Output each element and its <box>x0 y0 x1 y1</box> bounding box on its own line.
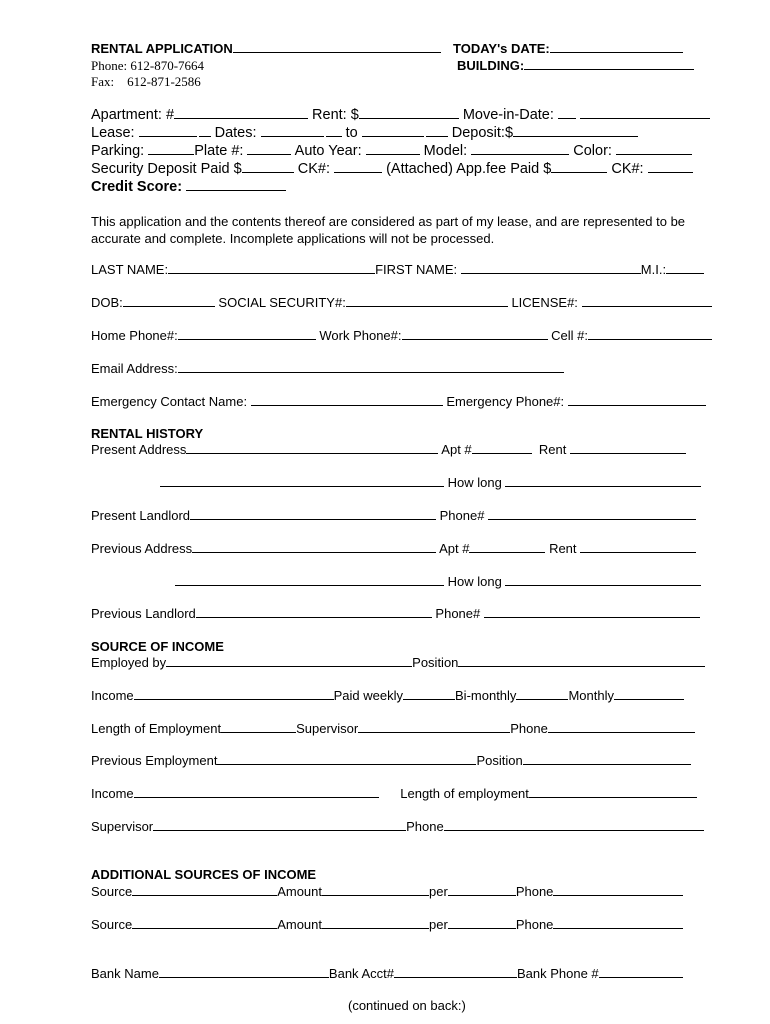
title-rule <box>233 41 441 53</box>
ck-input-1[interactable] <box>334 161 382 173</box>
previous-address-input[interactable] <box>192 541 436 553</box>
to-label: to <box>345 125 358 141</box>
amount-input-1[interactable] <box>322 884 429 896</box>
income-input-1[interactable] <box>134 688 334 700</box>
continued-footer: (continued on back:) <box>348 998 466 1013</box>
per-input-2[interactable] <box>448 917 516 929</box>
employed-by-row <box>91 655 705 670</box>
apt-input-2[interactable] <box>469 541 545 553</box>
present-address-line-2[interactable] <box>160 475 444 487</box>
amount-input-2[interactable] <box>322 917 429 929</box>
landlord-phone-input-2[interactable] <box>484 606 700 618</box>
app-fee-input[interactable] <box>551 161 607 173</box>
apt-input-1[interactable] <box>472 442 532 454</box>
emergency-name-label: Emergency Contact Name: <box>91 394 248 409</box>
landlord-phone-input-1[interactable] <box>488 508 696 520</box>
cell-label: Cell #: <box>551 328 588 343</box>
previous-landlord-row <box>91 606 700 621</box>
income-row-1 <box>91 688 684 703</box>
apt-label-2: Apt # <box>439 541 470 556</box>
position-input-1[interactable] <box>458 655 705 667</box>
income-input-2[interactable] <box>134 786 379 798</box>
last-name-label: LAST NAME: <box>91 262 169 277</box>
building-field[interactable]: BUILDING: <box>457 58 694 73</box>
apartment-label: Apartment: # <box>91 107 175 123</box>
deposit-label: Deposit:$ <box>451 125 514 141</box>
previous-employment-label: Previous Employment <box>91 753 218 768</box>
model-input[interactable] <box>471 143 569 155</box>
deposit-input[interactable] <box>513 125 638 137</box>
bank-acct-label: Bank Acct# <box>328 966 394 981</box>
previous-landlord-input[interactable] <box>196 606 432 618</box>
additional-phone-label-2: Phone <box>515 917 554 932</box>
supervisor-label-2: Supervisor <box>91 819 154 834</box>
source-label-2: Source <box>91 917 133 932</box>
form-title: RENTAL APPLICATION <box>91 41 441 56</box>
dob-row <box>91 295 712 310</box>
position-label-2: Position <box>476 753 523 768</box>
office-phone: Phone: 612-870-7664 <box>91 58 205 73</box>
todays-date-field[interactable]: TODAY's DATE: <box>453 41 683 56</box>
rental-history-heading: RENTAL HISTORY <box>91 426 204 441</box>
amount-label-2: Amount <box>277 917 323 932</box>
bank-row <box>91 966 683 981</box>
email-label: Email Address: <box>91 361 178 376</box>
bank-phone-label: Bank Phone # <box>516 966 599 981</box>
ck-label-1: CK#: <box>297 161 330 177</box>
employer-phone-label-2: Phone <box>406 819 444 834</box>
income-row-2 <box>91 786 697 801</box>
supervisor-input-1[interactable] <box>358 721 510 733</box>
apartment-row <box>91 107 710 123</box>
length-employment-input[interactable] <box>221 721 296 733</box>
bi-monthly-input[interactable] <box>516 688 568 700</box>
present-address-row <box>91 442 686 457</box>
additional-income-heading: ADDITIONAL SOURCES OF INCOME <box>91 867 317 882</box>
bi-monthly-label: Bi-monthly <box>455 688 517 703</box>
phone-row <box>91 328 712 343</box>
previous-employment-input[interactable] <box>217 753 476 765</box>
position-label-1: Position <box>412 655 459 670</box>
length-employment-label: Length of Employment <box>91 721 222 736</box>
employed-by-label: Employed by <box>91 655 167 670</box>
per-input-1[interactable] <box>448 884 516 896</box>
ssn-label: SOCIAL SECURITY#: <box>218 295 346 310</box>
length-of-employment-label: Length of employment <box>400 786 529 801</box>
license-label: LICENSE#: <box>511 295 578 310</box>
rent-label-2: Rent <box>549 541 577 556</box>
previous-howlong-row <box>175 574 701 589</box>
color-label: Color: <box>573 143 612 159</box>
credit-score-row <box>91 179 286 195</box>
how-long-input-1[interactable] <box>505 475 701 487</box>
credit-score-input[interactable] <box>186 179 286 191</box>
ck-label-2: CK#: <box>611 161 644 177</box>
emergency-phone-label: Emergency Phone#: <box>446 394 565 409</box>
present-address-input[interactable] <box>186 442 438 454</box>
monthly-label: Monthly <box>568 688 614 703</box>
how-long-label-2: How long <box>447 574 502 589</box>
last-name-input[interactable] <box>168 262 375 274</box>
parking-label: Parking: <box>91 143 145 159</box>
parking-row <box>91 143 692 159</box>
color-input[interactable] <box>616 143 692 155</box>
email-row <box>91 361 564 376</box>
monthly-input[interactable] <box>614 688 684 700</box>
security-deposit-label: Security Deposit Paid $ <box>91 161 242 177</box>
present-landlord-row <box>91 508 696 523</box>
rent-input-1[interactable] <box>570 442 686 454</box>
per-label-1: per <box>429 884 448 899</box>
paid-weekly-input[interactable] <box>403 688 455 700</box>
amount-label-1: Amount <box>277 884 323 899</box>
rent-label-1: Rent <box>538 442 567 457</box>
previous-employment-row <box>91 753 691 768</box>
length-employment-row <box>91 721 695 736</box>
rent-input-2[interactable] <box>580 541 696 553</box>
cell-input[interactable] <box>588 328 712 340</box>
bank-phone-input[interactable] <box>599 966 683 978</box>
home-phone-input[interactable] <box>178 328 316 340</box>
move-in-input[interactable] <box>580 107 710 119</box>
bank-name-label: Bank Name <box>91 966 159 981</box>
security-deposit-input[interactable] <box>242 161 294 173</box>
email-input[interactable] <box>178 361 564 373</box>
parking-input[interactable] <box>148 143 194 155</box>
mi-label: M.I.: <box>640 262 667 277</box>
name-row <box>91 262 704 277</box>
source-of-income-heading: SOURCE OF INCOME <box>91 639 224 654</box>
position-input-2[interactable] <box>523 753 691 765</box>
auto-year-label: Auto Year: <box>294 143 362 159</box>
previous-landlord-label: Previous Landlord <box>91 606 196 621</box>
rent-input[interactable] <box>359 107 459 119</box>
dob-label: DOB: <box>91 295 123 310</box>
apartment-input[interactable] <box>174 107 308 119</box>
length-of-employment-input[interactable] <box>529 786 697 798</box>
bank-name-input[interactable] <box>159 966 329 978</box>
source-label-1: Source <box>91 884 133 899</box>
plate-input[interactable] <box>247 143 291 155</box>
bank-acct-input[interactable] <box>394 966 517 978</box>
model-label: Model: <box>423 143 468 159</box>
employed-by-input[interactable] <box>166 655 412 667</box>
additional-phone-input-1[interactable] <box>553 884 683 896</box>
previous-address-row <box>91 541 696 556</box>
present-landlord-input[interactable] <box>190 508 436 520</box>
landlord-phone-label-2: Phone# <box>435 606 481 621</box>
work-phone-label: Work Phone#: <box>319 328 402 343</box>
lease-label: Lease: <box>91 125 135 141</box>
how-long-label-1: How long <box>447 475 502 490</box>
landlord-phone-label-1: Phone# <box>439 508 485 523</box>
emergency-phone-input[interactable] <box>568 394 706 406</box>
additional-source-row-1 <box>91 884 683 899</box>
income-label-2: Income <box>91 786 134 801</box>
additional-source-row-2 <box>91 917 683 932</box>
additional-phone-input-2[interactable] <box>553 917 683 929</box>
office-fax: Fax: 612-871-2586 <box>91 74 201 89</box>
income-label-1: Income <box>91 688 134 703</box>
work-phone-input[interactable] <box>402 328 548 340</box>
apt-label-1: Apt # <box>441 442 472 457</box>
source-input-1[interactable] <box>132 884 277 896</box>
previous-address-line-2[interactable] <box>175 574 444 586</box>
dates-from-input[interactable] <box>326 125 342 137</box>
plate-label: Plate #: <box>194 143 244 159</box>
auto-year-input[interactable] <box>366 143 420 155</box>
source-input-2[interactable] <box>132 917 277 929</box>
license-input[interactable] <box>582 295 712 307</box>
notice-paragraph: This application and the contents thereof are considered as part of my lease, and are represented to be accurate and complete. Incomplete applications will not be processed. <box>91 214 686 246</box>
paid-weekly-label: Paid weekly <box>333 688 404 703</box>
dates-label: Dates: <box>214 125 257 141</box>
mi-input[interactable] <box>666 262 704 274</box>
previous-address-label: Previous Address <box>91 541 193 556</box>
present-howlong-row <box>160 475 701 490</box>
emergency-name-input[interactable] <box>251 394 443 406</box>
per-label-2: per <box>429 917 448 932</box>
first-name-input[interactable] <box>461 262 641 274</box>
present-address-label: Present Address <box>91 442 187 457</box>
supervisor-label-1: Supervisor <box>296 721 359 736</box>
supervisor-row <box>91 819 704 834</box>
app-fee-label: (Attached) App.fee Paid $ <box>386 161 552 177</box>
move-in-label: Move-in-Date: <box>462 107 554 123</box>
employer-phone-input-2[interactable] <box>444 819 704 831</box>
home-phone-label: Home Phone#: <box>91 328 178 343</box>
rent-label: Rent: $ <box>312 107 359 123</box>
lease-input[interactable] <box>139 125 197 137</box>
first-name-label: FIRST NAME: <box>375 262 458 277</box>
credit-score-label: Credit Score: <box>91 179 183 195</box>
ssn-input[interactable] <box>346 295 508 307</box>
deposit-paid-row <box>91 161 693 177</box>
employer-phone-input-1[interactable] <box>548 721 695 733</box>
employer-phone-label-1: Phone <box>510 721 548 736</box>
dob-input[interactable] <box>123 295 215 307</box>
ck-input-2[interactable] <box>648 161 693 173</box>
lease-row <box>91 125 638 141</box>
how-long-input-2[interactable] <box>505 574 701 586</box>
supervisor-input-2[interactable] <box>153 819 406 831</box>
emergency-row <box>91 394 706 409</box>
additional-phone-label-1: Phone <box>515 884 554 899</box>
present-landlord-label: Present Landlord <box>91 508 191 523</box>
dates-to-input[interactable] <box>426 125 448 137</box>
